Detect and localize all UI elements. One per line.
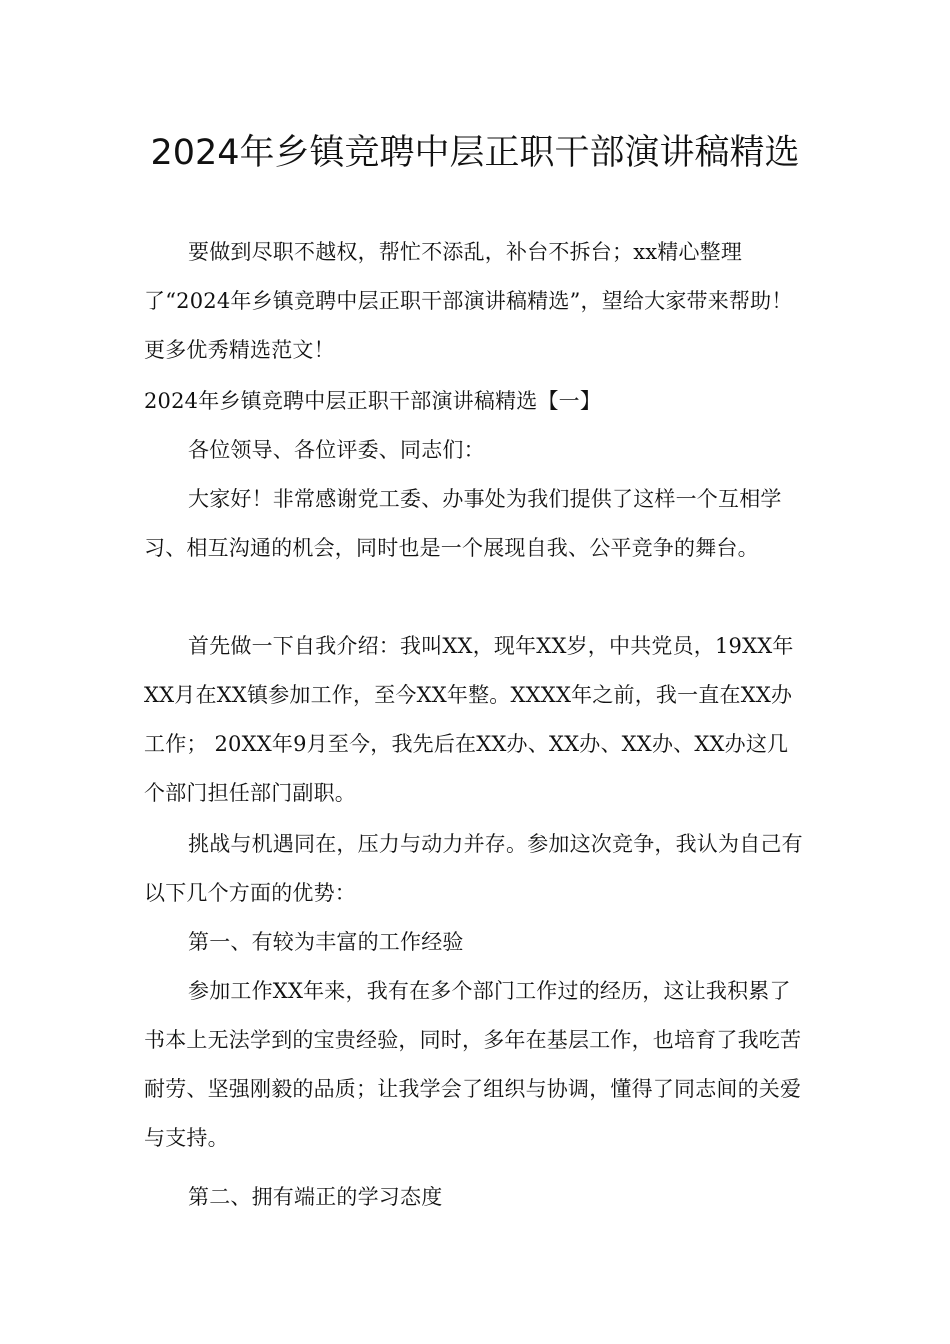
- point-two-heading: 第二、拥有端正的学习态度: [188, 1185, 443, 1209]
- section-heading: 2024年乡镇竞聘中层正职干部演讲稿精选【一】: [144, 389, 602, 413]
- point-one-heading: 第一、有较为丰富的工作经验: [188, 930, 464, 954]
- self-intro-paragraph: 首先做一下自我介绍：我叫XX，现年XX岁，中共党员，19XX年XX月在XX镇参加工作，至今XX年整。XXXX年之前，我一直在XX办工作； 20XX年9月至今，我先后在XX办、XX办、XX办、XX办这几个部门担任部门副职。: [144, 634, 794, 805]
- intro-paragraph: 要做到尽职不越权，帮忙不添乱，补台不拆台；xx精心整理了“2024年乡镇竞聘中层正职干部演讲稿精选”，望给大家带来帮助！更多优秀精选范文！: [144, 240, 793, 362]
- point-one-paragraph: 参加工作XX年来，我有在多个部门工作过的经历，这让我积累了书本上无法学到的宝贵经验，同时，多年在基层工作，也培育了我吃苦耐劳、坚强刚毅的品质；让我学会了组织与协调，懂得了同志间的关爱与支持。: [144, 979, 802, 1150]
- document-title: 2024年乡镇竞聘中层正职干部演讲稿精选: [150, 133, 800, 173]
- challenge-paragraph: 挑战与机遇同在，压力与动力并存。参加这次竞争，我认为自己有以下几个方面的优势：: [144, 832, 803, 905]
- greeting-paragraph: 各位领导、各位评委、同志们：: [188, 438, 485, 462]
- thanks-paragraph: 大家好！非常感谢党工委、办事处为我们提供了这样一个互相学习、相互沟通的机会，同时也是一个展现自我、公平竞争的舞台。: [144, 487, 782, 560]
- document-body: [144, 228, 808, 1222]
